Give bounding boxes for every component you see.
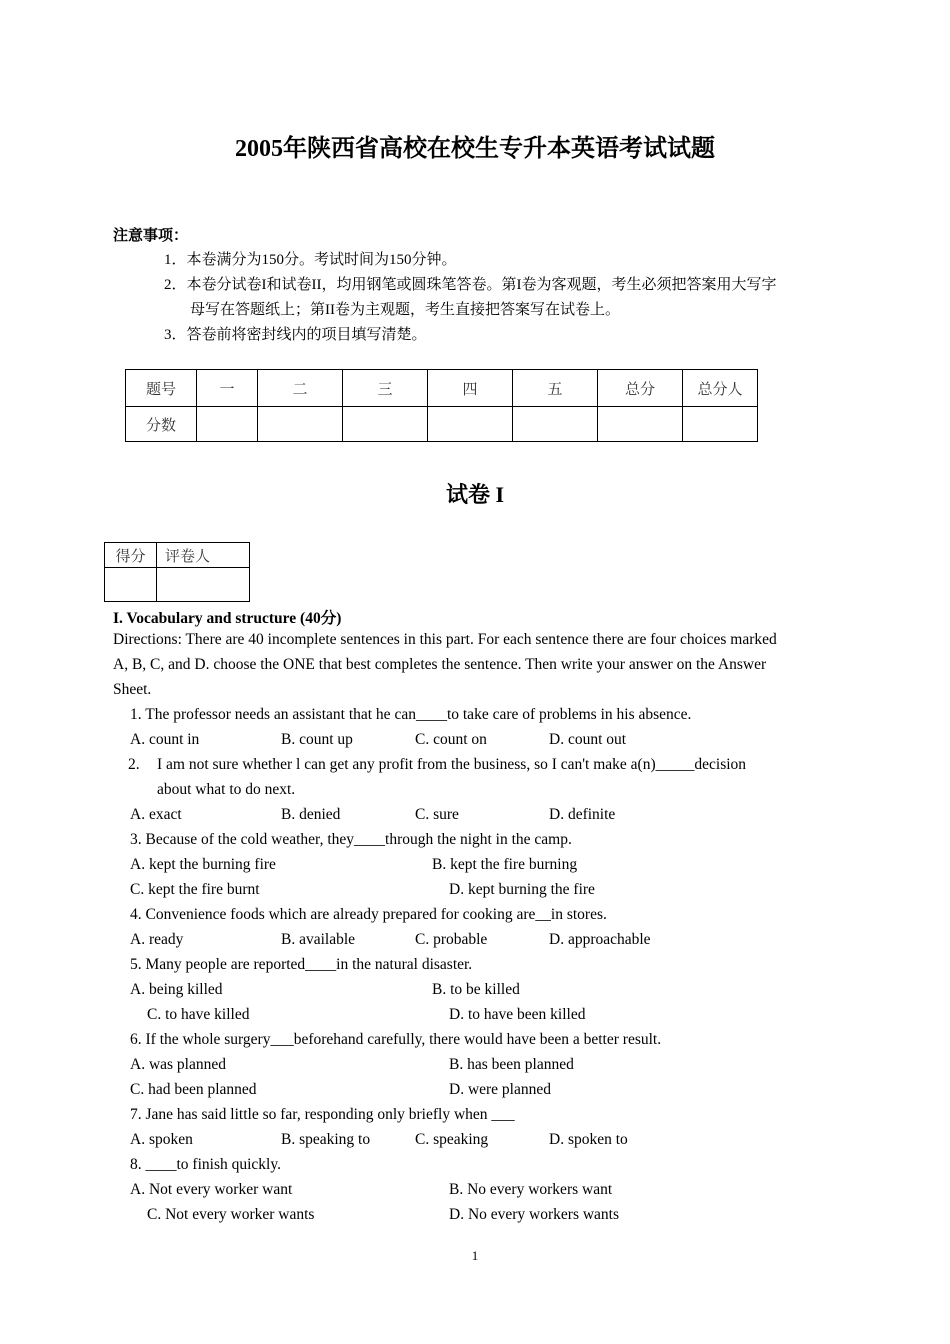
section-title: 试卷 I [445,482,505,507]
option-c: C. sure [415,806,459,823]
option-c: C. had been planned [130,1081,257,1098]
directions-line: Directions: There are 40 incomplete sentences in this part. For each sentence there are four choices marked [113,631,777,648]
score-header: 二 [258,370,343,407]
option-d: D. spoken to [549,1131,628,1148]
option-c: C. Not every worker wants [147,1206,315,1223]
option-d: D. No every workers wants [449,1206,620,1223]
score-cell [513,407,598,442]
option-b: B. kept the fire burning [432,856,578,873]
score-cell [197,407,258,442]
grader-cell [105,568,157,602]
question-stem: I am not sure whether l can get any profit from the business, so I can't make a(n)_____decision [157,756,747,773]
option-d: D. approachable [549,931,651,948]
question-stem: 6. If the whole surgery___beforehand carefully, there would have been a better result. [130,1031,662,1048]
page-number: 1 [471,1248,479,1263]
question-stem: 8. ____to finish quickly. [130,1156,281,1173]
option-a: A. exact [130,806,182,823]
score-table [125,369,758,442]
notes-heading: 注意事项： [113,228,189,244]
question-stem: 3. Because of the cold weather, they____through the night in the camp. [130,831,572,848]
question-stem: about what to do next. [157,781,296,798]
question-stem: 7. Jane has said little so far, responding only briefly when ___ [130,1106,515,1123]
option-b: B. No every workers want [449,1181,613,1198]
score-header: 总分 [598,370,683,407]
directions-line: A, B, C, and D. choose the ONE that best completes the sentence. Then write your answer on the Answer [113,656,767,673]
grader-table [104,542,250,602]
option-c: C. speaking [415,1131,489,1148]
option-d: D. count out [549,731,627,748]
option-a: A. was planned [130,1056,226,1073]
score-cell [343,407,428,442]
score-row-label: 分数 [126,407,197,442]
option-d: D. to have been killed [449,1006,586,1023]
question-stem: 5. Many people are reported____in the natural disaster. [130,956,473,973]
option-b: B. available [281,931,356,948]
option-d: D. were planned [449,1081,551,1098]
score-header: 四 [428,370,513,407]
option-c: C. count on [415,731,487,748]
option-a: A. spoken [130,1131,193,1148]
directions-line: Sheet. [113,681,152,698]
part-heading: I. Vocabulary and structure (40分) [113,610,342,627]
option-c: C. to have killed [147,1006,250,1023]
option-b: B. speaking to [281,1131,371,1148]
note-item: 母写在答题纸上；第II卷为主观题，考生直接把答案写在试卷上。 [190,302,620,318]
note-item: 2．本卷分试卷I和试卷II，均用钢笔或圆珠笔答卷。第I卷为客观题，考生必须把答案用大写字 [164,277,777,293]
option-a: A. being killed [130,981,223,998]
page-title: 2005年陕西省高校在校生专升本英语考试试题 [235,136,715,162]
question-stem: 4. Convenience foods which are already prepared for cooking are__in stores. [130,906,607,923]
grader-cell [157,568,250,602]
option-a: A. Not every worker want [130,1181,293,1198]
score-header: 总分人 [683,370,758,407]
score-cell [258,407,343,442]
score-header: 题号 [126,370,197,407]
option-a: A. count in [130,731,200,748]
note-item: 1．本卷满分为150分。考试时间为150分钟。 [164,252,457,268]
option-a: A. ready [130,931,184,948]
option-c: C. probable [415,931,488,948]
score-header: 一 [197,370,258,407]
option-b: B. to be killed [432,981,520,998]
option-b: B. denied [281,806,341,823]
score-header: 五 [513,370,598,407]
option-a: A. kept the burning fire [130,856,276,873]
option-c: C. kept the fire burnt [130,881,260,898]
score-cell [683,407,758,442]
note-item: 3．答卷前将密封线内的项目填写清楚。 [164,327,427,343]
grader-header: 得分 [105,543,157,568]
score-cell [598,407,683,442]
option-d: D. definite [549,806,616,823]
option-d: D. kept burning the fire [449,881,595,898]
option-b: B. count up [281,731,353,748]
score-cell [428,407,513,442]
score-header: 三 [343,370,428,407]
question-number: 2. [128,756,140,773]
option-b: B. has been planned [449,1056,574,1073]
question-stem: 1. The professor needs an assistant that he can____to take care of problems in his absence. [130,706,692,723]
grader-header: 评卷人 [157,543,250,568]
